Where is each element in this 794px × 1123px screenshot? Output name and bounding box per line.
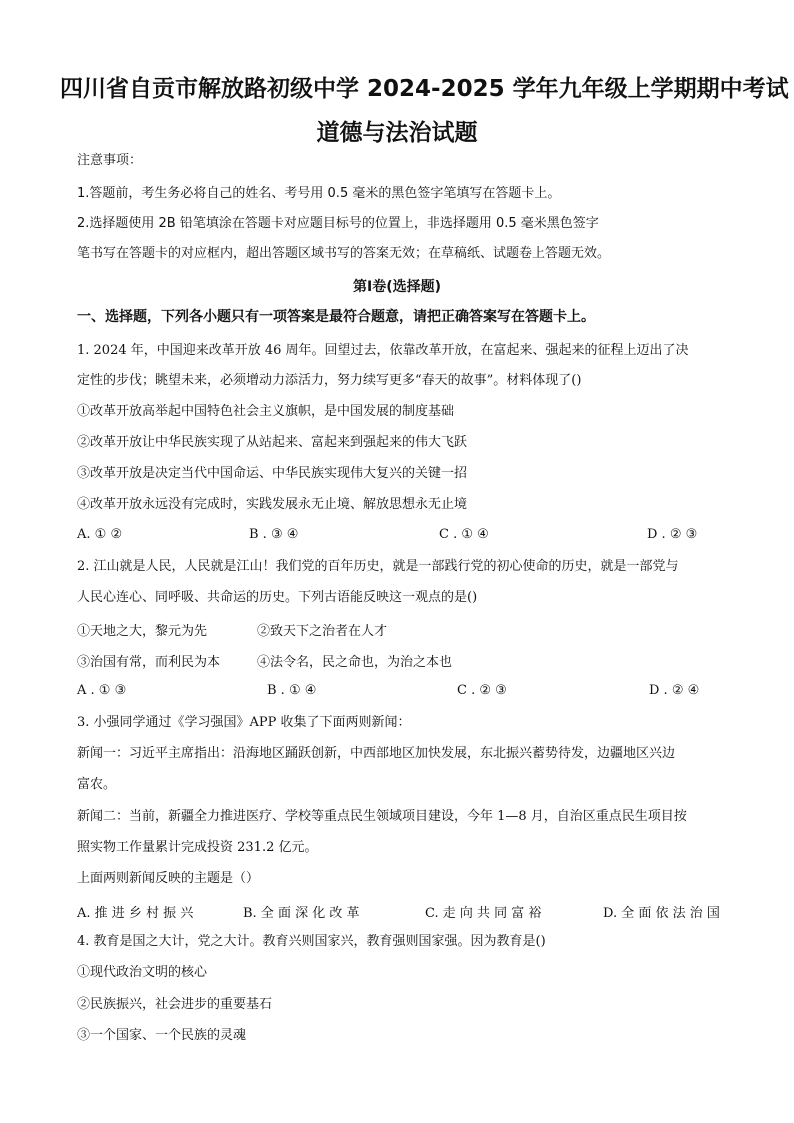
q4-statement-2: ②民族振兴，社会进步的重要基石: [77, 997, 273, 1012]
q2-option-b[interactable]: B . ① ④: [267, 683, 317, 698]
notice-item-2: 2.选择题使用 2B 铅笔填涂在答题卡对应题目标号的位置上，非选择题用 0.5 毫米黑色签字: [77, 216, 599, 231]
q1-options: [77, 527, 727, 545]
q2-statement-4: ④法令名，民之命也，为治之本也: [257, 655, 453, 670]
q2-option-c[interactable]: C . ② ③: [457, 683, 507, 698]
q3-question: 上面两则新闻反映的主题是（）: [77, 871, 260, 886]
q2-stem-line2: 人民心连心、同呼吸、共命运的历史。下列古语能反映这一观点的是(): [77, 590, 478, 605]
part1-heading: 一、选择题，下列各小题只有一项答案是最符合题意，请把正确答案写在答题卡上。: [77, 309, 595, 325]
q1-option-b[interactable]: B . ③ ④: [249, 527, 299, 542]
q3-news2-line2: 照实物工作量累计完成投资 231.2 亿元。: [77, 840, 318, 855]
q3-option-c[interactable]: C. 走 向 共 同 富 裕: [425, 906, 542, 921]
q2-statement-1: ①天地之大，黎元为先: [77, 624, 208, 639]
notice-item-1: 1.答题前，考生务必将自己的姓名、考号用 0.5 毫米的黑色签字笔填写在答题卡上。: [77, 186, 561, 201]
q1-statement-1: ①改革开放高举起中国特色社会主义旗帜，是中国发展的制度基础: [77, 404, 455, 419]
q2-options: [77, 683, 727, 701]
q2-statement-2: ②致天下之治者在人才: [257, 624, 388, 639]
q1-stem-line2: 定性的步伐；眺望未来，必须增动力添活力，努力续写更多“春天的故事”。材料体现了(): [77, 373, 582, 388]
q1-stem-line1: 1. 2024 年，中国迎来改革开放 46 周年。回望过去，依靠改革开放，在富起来、强起来的征程上迈出了决: [77, 343, 689, 358]
q3-stem: 3. 小强同学通过《学习强国》APP 收集了下面两则新闻：: [77, 715, 411, 730]
q2-statement-3: ③治国有常，而利民为本: [77, 655, 221, 670]
q2-option-d[interactable]: D . ② ④: [649, 683, 700, 698]
q1-statement-3: ③改革开放是决定当代中国命运、中华民族实现伟大复兴的关键一招: [77, 466, 468, 481]
q3-news2-line1: 新闻二：当前，新疆全力推进医疗、学校等重点民生领域项目建设，今年 1—8 月，自治区重点民生项目按: [77, 809, 687, 824]
q2-statements-row2: [77, 651, 727, 669]
q1-statement-4: ④改革开放永远没有完成时，实践发展永无止境、解放思想永无止境: [77, 497, 468, 512]
q3-news1-line1: 新闻一：习近平主席指出：沿海地区踊跃创新，中西部地区加快发展，东北振兴蓄势待发，边疆地区兴边: [77, 746, 676, 761]
q3-options: [77, 902, 727, 920]
q1-option-d[interactable]: D . ② ③: [647, 527, 698, 542]
q3-option-a[interactable]: A. 推 进 乡 村 振 兴: [77, 906, 194, 921]
q1-statement-2: ②改革开放让中华民族实现了从站起来、富起来到强起来的伟大飞跃: [77, 435, 468, 450]
q4-statement-1: ①现代政治文明的核心: [77, 965, 208, 980]
notice-item-2-cont: 笔书写在答题卡的对应框内，超出答题区域书写的答案无效；在草稿纸、试题卷上答题无效。: [77, 246, 611, 261]
notice-heading: 注意事项：: [77, 153, 143, 168]
q4-statement-3: ③一个国家、一个民族的灵魂: [77, 1028, 247, 1043]
q2-stem-line1: 2. 江山就是人民，人民就是江山！我们党的百年历史，就是一部践行党的初心使命的历史，就是一部党与: [77, 559, 679, 574]
section-title: 第Ⅰ卷(选择题): [352, 279, 441, 295]
q1-option-a[interactable]: A. ① ②: [77, 527, 123, 542]
q2-statements-row1: [77, 620, 727, 638]
q1-option-c[interactable]: C . ① ④: [439, 527, 489, 542]
exam-subtitle: 道德与法治试题: [316, 120, 478, 146]
exam-title: 四川省自贡市解放路初级中学 2024-2025 学年九年级上学期期中考试: [60, 76, 789, 102]
q4-stem: 4. 教育是国之大计，党之大计。教育兴则国家兴，教育强则国家强。因为教育是(): [77, 934, 546, 949]
q3-news1-line2: 富农。: [77, 777, 117, 792]
q3-option-b[interactable]: B. 全 面 深 化 改 革: [243, 906, 360, 921]
q3-option-d[interactable]: D. 全 面 依 法 治 国: [603, 906, 720, 921]
q2-option-a[interactable]: A . ① ③: [77, 683, 127, 698]
